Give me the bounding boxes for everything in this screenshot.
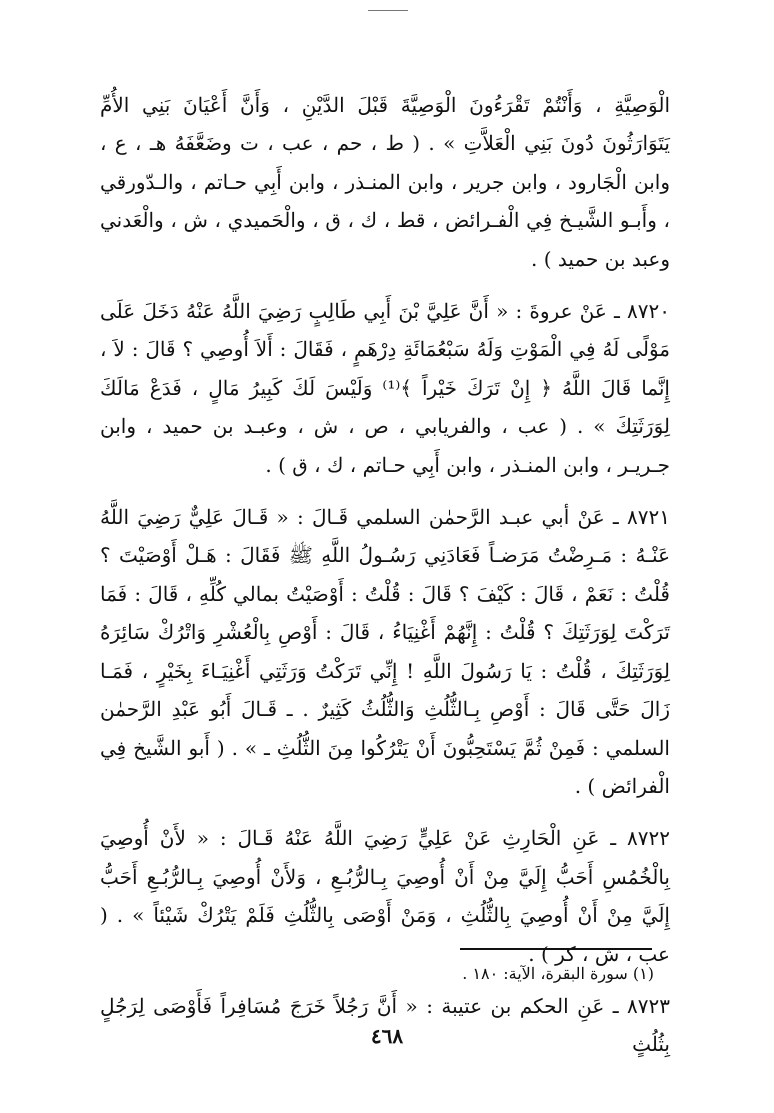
footnote-divider xyxy=(460,948,652,950)
paragraph-8720: ٨٧٢٠ ـ عَنْ عروةَ : « أَنَّ عَلِيَّ بْنَ أَبِي طَالِبٍ رَضِيَ اللَّهُ عَنْهُ دَخَلَ عَلَى مَوْلًى لَهُ فِي الْمَوْتِ وَلَهُ سَبْعُمَائَةِ دِرْهَمٍ ، فَقَالَ : أَلاَ أُوصِي ؟ قَالَ : لاَ ، إِنَّما قَالَ اللَّهُ ﴿ إِنْ تَرَكَ خَيْراً ﴾⁽¹⁾ وَلَيْسَ لَكَ كَبِيرُ مَالٍ ، فَدَعْ مَالَكَ لِوَرَثَتِكَ » . ( عب ، والفريابي ، ص ، ش ، وعبـد بن حميد ، وابن جـريـر ، وابن المنـذر ، وابن أَبِي حـاتم ، ك ، ق ) . xyxy=(100,299,670,477)
page-number: ٤٦٨ xyxy=(370,1024,404,1048)
main-text xyxy=(100,86,670,1064)
paragraph-8723: ٨٧٢٣ ـ عَنِ الحكم بن عتيبة : « أَنَّ رَجُلاً خَرَجَ مُسَافِراً فَأَوْصَى لِرَجُلٍ بِثُلُثٍ xyxy=(100,993,670,1057)
paragraph-8722: ٨٧٢٢ ـ عَنِ الْحَارِثِ عَنْ عَلِيٍّ رَضِيَ اللَّهُ عَنْهُ قَـالَ : « لأَنْ أُوصِيَ بِالْخُمُسِ أَحَبُّ إِلَيَّ مِنْ أَنْ أُوصِيَ بِـالرُّبُـعِ ، وَلأَنْ أُوصِيَ بِـالرُّبُـعِ أَحَبُّ إِلَيَّ مِنْ أَنْ أُوصِيَ بِالثُّلُثِ ، وَمَنْ أَوْصَى بِالثُّلُثِ فَلَمْ يَتْرُكْ شَيْئاً » . ( عب ، ش ، كر ) . xyxy=(100,826,670,966)
paragraph-continuation: الْوَصِيَّةِ ، وَأَنْتُمْ تَقْرَءُونَ الْوَصِيَّةَ قَبْلَ الدَّيْنِ ، وَأَنَّ أَعْيَانَ بَنِي الأُمِّ يَتَوَارَثُونَ دُونَ بَنِي الْعَلاَّتِ » . ( ط ، حم ، عب ، ت وضَعَّفَهُ هـ ، ع ، وابن الْجَارود ، وابن جرير ، وابن المنـذر ، وابن أَبِي حـاتم ، والـدّورقي ، وأَبـو الشَّيـخ فِي الْفـرائض ، قط ، ك ، ق ، والْحَميدي ، ش ، والْعَدني وعبد بن حميد ) . xyxy=(100,93,670,271)
paragraph-8721: ٨٧٢١ ـ عَنْ أبي عبـد الرَّحمٰن السلمي قَـالَ : « قَـالَ عَلِيٌّ رَضِيَ اللَّهُ عَنْـهُ : مَـرِضْتُ مَرَضـاً فَعَادَنِي رَسُـولُ اللَّهِ ﷺ فَقَالَ : هَـلْ أَوْصَيْتَ ؟ قُلْتُ : نَعَمْ ، قَالَ : كَيْفَ ؟ قَالَ : قُلْتُ : أَوْصَيْتُ بمالي كُلِّهِ ، قَالَ : فَمَا تَرَكْتَ لِوَرَثَتِكَ ؟ قُلْتُ : إِنَّهُمْ أَغْنِيَاءُ ، قَالَ : أَوْصِ بِالْعُشْرِ وَاتْرُكْ سَائِرَهُ لِوَرَثَتِكَ ، قُلْتُ : يَا رَسُولَ اللَّهِ ! إِنِّي تَرَكْتُ وَرَثَتِي أَغْنِيَـاءَ بِخَيْرٍ ، فَمَـا زَالَ حَتَّى قَالَ : أَوْصِ بِـالثُّلُثِ وَالثُّلُثُ كَثِيرٌ . ـ قَـالَ أَبُو عَبْدِ الرَّحمٰن السلمي : فَمِنْ ثُمَّ يَسْتَحِبُّونَ أَنْ يَتْرُكُوا مِنَ الثُّلُثِ ـ » . ( أَبو الشَّيخ فِي الْفرائض ) . xyxy=(100,505,670,798)
footnote: (١) سورة البقرة، الآية: ١٨٠ . xyxy=(462,964,654,983)
page-top-mark xyxy=(368,0,408,11)
